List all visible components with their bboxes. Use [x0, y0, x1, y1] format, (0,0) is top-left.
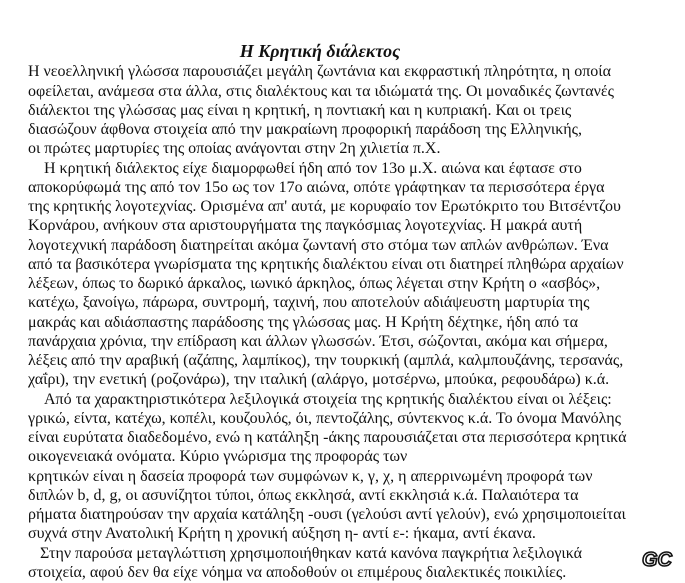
- text-line-11: από τα βασικότερα γνωρίσματα της κρητικής διαλέκτου είναι οτι διατηρεί πληθώρα αρχαίων: [28, 256, 624, 273]
- text-line-22: κρητικών είναι η δασεία προφορά των συμφώνων κ, γ, χ, η απερρινωμένη προφορά των: [28, 468, 593, 485]
- text-line-27: στοιχεία, αφού δεν θα είχε νόημα να αποδοθούν οι επιμέρους διαλεκτικές ποικιλίες.: [28, 564, 567, 581]
- text-line-12: λέξεων, όπως το δωρικό άρκαλος, ιωνικό άρκηλος, όπως λέγεται στην Κρήτη ο «ασβός»,: [28, 275, 601, 292]
- gc-logo-text: GC: [642, 549, 672, 571]
- text-line-3: διάλεκτοι της γλώσσας μας είναι η κρητική, η ποντιακή και η κυπριακή. Και οι τρεις: [28, 102, 572, 119]
- text-line-1: Η νεοελληνική γλώσσα παρουσιάζει μεγάλη ζωντάνια και εκφραστική πληρότητα, η οποία: [28, 63, 611, 80]
- text-line-6: Η κρητική διάλεκτος είχε διαμορφωθεί ήδη από τον 13ο μ.Χ. αιώνα και έφτασε στο: [44, 160, 582, 177]
- text-line-7: αποκορύφωμά της από τον 15ο ως τον 17ο αιώνα, οπότε γράφτηκαν τα περισσότερα έργα: [28, 179, 605, 196]
- text-line-15: πανάρχαια χρόνια, την επίδραση και άλλων γλωσσών. Έτσι, σώζονται, ακόμα και σήμερα,: [28, 333, 608, 350]
- text-line-2: οφείλεται, ανάμεσα στα άλλα, στις διαλέκτους και τα ιδιώματά της. Οι μοναδικές ζωντανές: [28, 83, 614, 100]
- text-line-14: μακράς και αδιάσπαστης παράδοσης της γλώσσας μας. Η Κρήτη δέχτηκε, ήδη από τα: [28, 314, 578, 331]
- gc-logo: [637, 547, 677, 571]
- text-line-4: διασώζουν άφθονα στοιχεία από την μακραίωνη προφορική παράδοση της Ελληνικής,: [28, 121, 582, 138]
- text-line-10: λογοτεχνική παράδοση διατηρείται ακόμα ζωντανή στο στόμα των απλών ανθρώπων. Ένα: [28, 237, 609, 254]
- document-title: Η Κρητική διάλεκτος: [239, 41, 401, 61]
- text-line-26: Στην παρούσα μεταγλώττιση χρησιμοποιήθηκαν κατά κανόνα παγκρήτια λεξιλογικά: [40, 545, 583, 562]
- text-line-13: κατέχω, ξανοίγω, πάρωρα, συντρομή, ταχινή, που αποτελούν αδιάψευστη μαρτυρία της: [28, 294, 590, 311]
- text-line-25: συχνά στην Ανατολική Κρήτη η χρονική αύξηση η- αντί ε-: ήκαμα, αντί έκανα.: [28, 525, 536, 542]
- text-line-20: είναι ευρύτατα διαδεδομένο, ενώ η κατάληξη -άκης παρουσιάζεται στα περισσότερα κρητικά: [28, 429, 627, 446]
- text-line-21: οικογενειακά ονόματα. Κύριο γνώρισμα της προφοράς των: [28, 448, 408, 465]
- text-line-8: της κρητικής λογοτεχνίας. Ορισμένα απ' αυτά, με κορυφαίο τον Ερωτόκριτο του Βιτσέντζου: [28, 198, 621, 215]
- text-line-23: διπλών b, d, g, οι ασυνίζητοι τύποι, όπως εκκλησά, αντί εκκλησιά κ.ά. Παλαιότερα τα: [28, 487, 579, 504]
- text-line-5: οι πρώτες μαρτυρίες της οποίας ανάγονται στην 2η χιλιετία π.Χ.: [28, 140, 441, 157]
- text-line-18: Από τα χαρακτηριστικότερα λεξιλογικά στοιχεία της κρητικής διαλέκτου είναι οι λέξεις:: [44, 391, 612, 408]
- text-line-17: χαΐρι), την ενετική (ροζονάρω), την ιταλική (αλάργο, μοτσέρνω, μπούκα, ρεφουδάρω) κ.ά.: [28, 371, 610, 388]
- text-line-9: Κορνάρου, ανήκουν στα αριστουργήματα της παγκόσμιας λογοτεχνίας. Η μακρά αυτή: [28, 217, 583, 234]
- text-line-24: ρήματα διατηρούσαν την αρχαία κατάληξη -ουσι (γελούσι αντί γελούν), ενώ χρησιμοποιείται: [28, 506, 626, 523]
- text-line-16: λέξεις από την αραβική (αζάπης, λαμπίκος), την τουρκική (αμπλά, καλμπουζάνης, τερσανάς,: [28, 352, 624, 369]
- text-line-19: γρικώ, είντα, κατέχω, κοπέλι, κουζουλός, όι, πεντοζάλης, σύντεκνος κ.ά. Το όνομα Μανόλης: [28, 410, 621, 427]
